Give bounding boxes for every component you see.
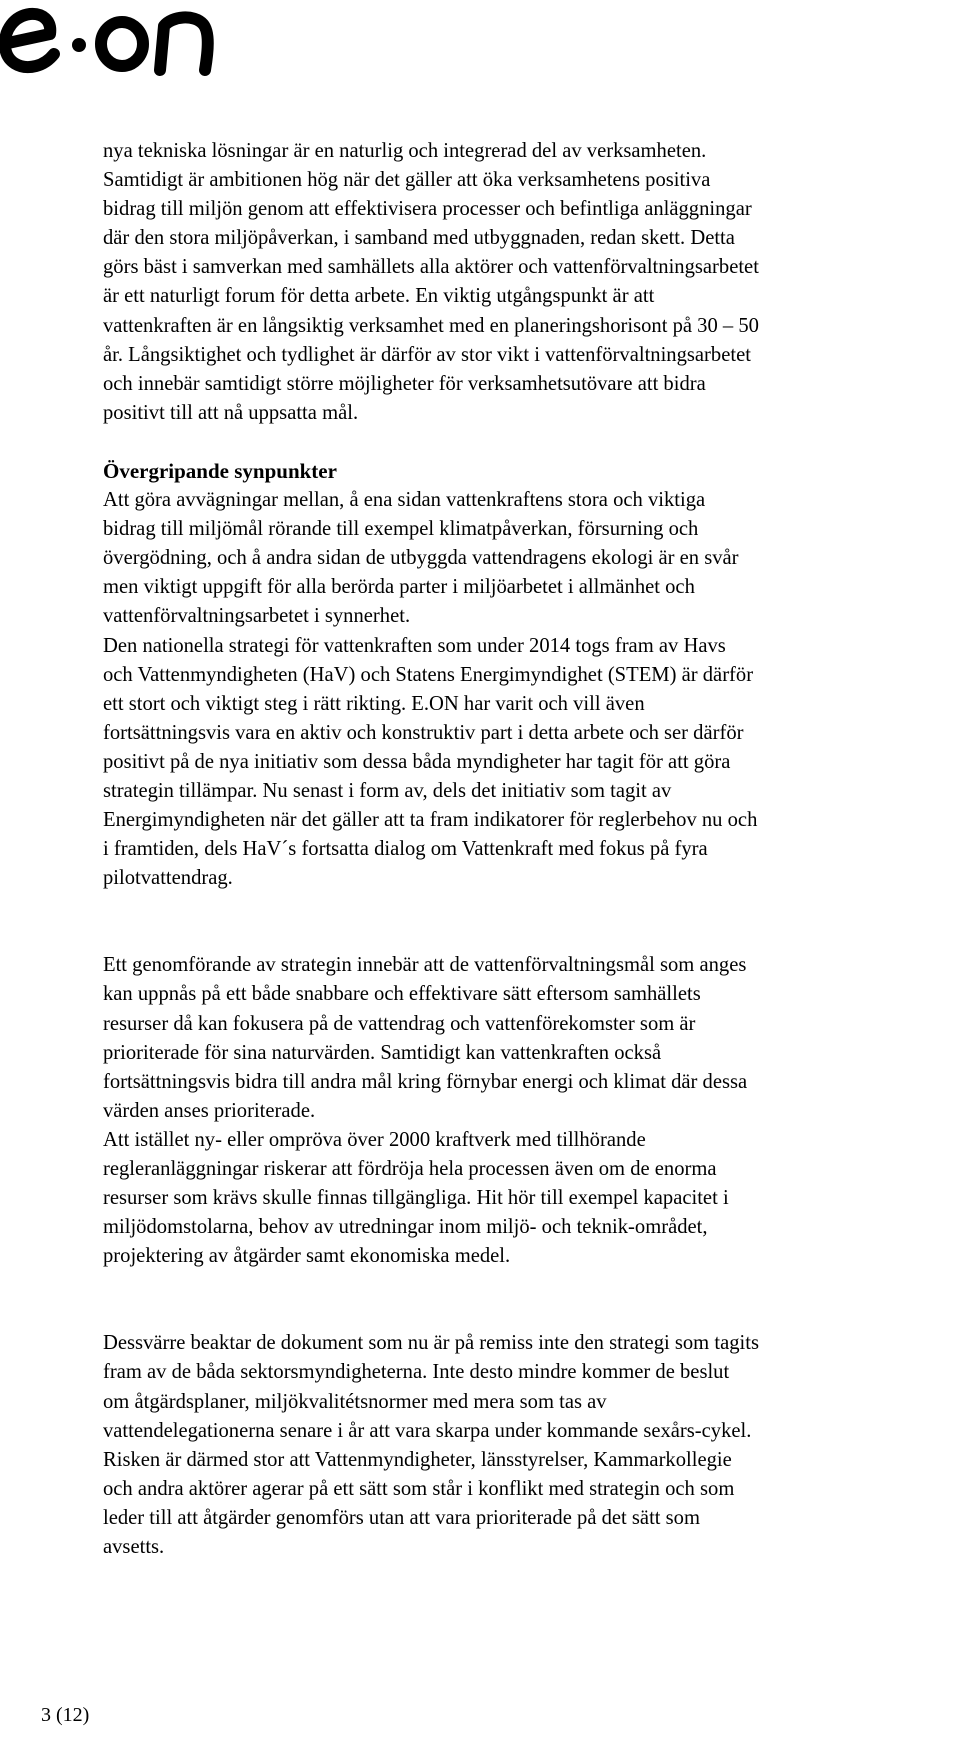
text-line: övergödning, och å andra sidan de utbyggda vattendragens ekologi är en svår bbox=[103, 547, 739, 570]
text-line: vattendelegationerna senare i år att vara skarpa under kommande sexårs-cykel. bbox=[103, 1419, 752, 1442]
section-paragraph-1 bbox=[103, 486, 960, 631]
text-line: och innebär samtidigt större möjligheter för verksamhetsutövare att bidra bbox=[103, 372, 706, 395]
page-number: 3 (12) bbox=[41, 1704, 90, 1726]
text-line: Risken är därmed stor att Vattenmyndigheter, länsstyrelser, Kammarkollegie bbox=[103, 1448, 732, 1471]
text-line: positivt på de nya initiativ som dessa båda myndigheter har tagit för att göra bbox=[103, 750, 731, 773]
text-line: fram av de båda sektorsmyndigheterna. Inte desto mindre kommer de beslut bbox=[103, 1361, 730, 1384]
text-line: positivt till att nå uppsatta mål. bbox=[103, 401, 359, 424]
text-line: ett stort och viktigt steg i rätt rikting. E.ON har varit och vill även bbox=[103, 692, 645, 715]
text-line: miljödomstolarna, behov av utredningar inom miljö- och teknik-området, bbox=[103, 1216, 708, 1239]
text-line: görs bäst i samverkan med samhällets alla aktörer och vattenförvaltningsarbetet bbox=[103, 256, 759, 279]
text-line: är ett naturligt forum för detta arbete. En viktig utgångspunkt är att bbox=[103, 285, 655, 308]
text-line: Samtidigt är ambitionen hög när det gäller att öka verksamhetens positiva bbox=[103, 169, 711, 192]
text-line: Den nationella strategi för vattenkraften som under 2014 togs fram av Havs bbox=[103, 634, 726, 657]
text-line: kan uppnås på ett både snabbare och effektivare sätt eftersom samhällets bbox=[103, 983, 701, 1006]
text-line: fortsättningsvis bidra till andra mål kring förnybar energi och klimat där dessa bbox=[103, 1070, 748, 1093]
text-line: Att göra avvägningar mellan, å ena sidan vattenkraftens stora och viktiga bbox=[103, 489, 706, 512]
text-line: pilotvattendrag. bbox=[103, 867, 233, 890]
intro-paragraph bbox=[103, 137, 960, 428]
text-line: fortsättningsvis vara en aktiv och konstruktiv part i detta arbete och ser därför bbox=[103, 721, 744, 744]
text-line: nya tekniska lösningar är en naturlig och integrerad del av verksamheten. bbox=[103, 140, 707, 162]
text-line: Att istället ny- eller ompröva över 2000 kraftverk med tillhörande bbox=[103, 1128, 646, 1151]
text-line: i framtiden, dels HaV´s fortsatta dialog om Vattenkraft med fokus på fyra bbox=[103, 838, 708, 861]
text-line: vattenförvaltningsarbetet i synnerhet. bbox=[103, 605, 411, 628]
text-line: resurser då kan fokusera på de vattendrag och vattenförekomster som är bbox=[103, 1012, 696, 1035]
text-line: och andra aktörer agerar på ett sätt som står i konflikt med strategin och som bbox=[103, 1477, 735, 1500]
text-line: år. Långsiktighet och tydlighet är därför av stor vikt i vattenförvaltningsarbetet bbox=[103, 343, 751, 366]
text-line: om åtgärdsplaner, miljökvalitétsnormer med mera som tas av bbox=[103, 1390, 607, 1413]
block2-paragraph-1 bbox=[103, 951, 960, 1126]
text-line: bidrag till miljömål rörande till exempel klimatpåverkan, försurning och bbox=[103, 518, 699, 541]
text-line: värden anses prioriterade. bbox=[103, 1099, 316, 1122]
text-line: projektering av åtgärder samt ekonomiska medel. bbox=[103, 1245, 511, 1268]
section-heading: Övergripande synpunkter bbox=[103, 458, 337, 483]
text-line: Energimyndigheten när det gäller att ta fram indikatorer för reglerbehov nu och bbox=[103, 809, 758, 832]
text-line: men viktigt uppgift för alla berörda parter i miljöarbetet i allmänhet och bbox=[103, 576, 695, 599]
text-line: strategin tillämpar. Nu senast i form av, dels det initiativ som tagit av bbox=[103, 779, 672, 802]
text-line: regleranläggningar riskerar att fördröja hela processen även om de enorma bbox=[103, 1158, 717, 1180]
section-paragraph-2 bbox=[103, 632, 960, 894]
text-line: bidrag till miljön genom att effektivisera processer och befintliga anläggningar bbox=[103, 198, 752, 221]
text-line: Dessvärre beaktar de dokument som nu är på remiss inte den strategi som tagits bbox=[103, 1332, 759, 1355]
text-line: där den stora miljöpåverkan, i samband med utbyggnaden, redan skett. Detta bbox=[103, 227, 735, 250]
text-line: avsetts. bbox=[103, 1536, 165, 1559]
eon-logo-icon bbox=[0, 0, 250, 80]
text-line: Ett genomförande av strategin innebär att de vattenförvaltningsmål som anges bbox=[103, 954, 747, 977]
block3-paragraph-1 bbox=[103, 1329, 960, 1562]
document-body bbox=[103, 137, 960, 1562]
text-line: resurser som krävs skulle finnas tillgängliga. Hit hör till exempel kapacitet i bbox=[103, 1187, 729, 1210]
text-line: och Vattenmyndigheten (HaV) och Statens Energimyndighet (STEM) är därför bbox=[103, 663, 754, 686]
text-line: leder till att åtgärder genomförs utan att vara prioriterade på det sätt som bbox=[103, 1506, 700, 1529]
text-line: prioriterade för sina naturvärden. Samtidigt kan vattenkraften också bbox=[103, 1041, 662, 1064]
eon-logo bbox=[0, 0, 250, 80]
block2-paragraph-2 bbox=[103, 1126, 960, 1271]
text-line: vattenkraften är en långsiktig verksamhet med en planeringshorisont på 30 – 50 bbox=[103, 314, 759, 337]
